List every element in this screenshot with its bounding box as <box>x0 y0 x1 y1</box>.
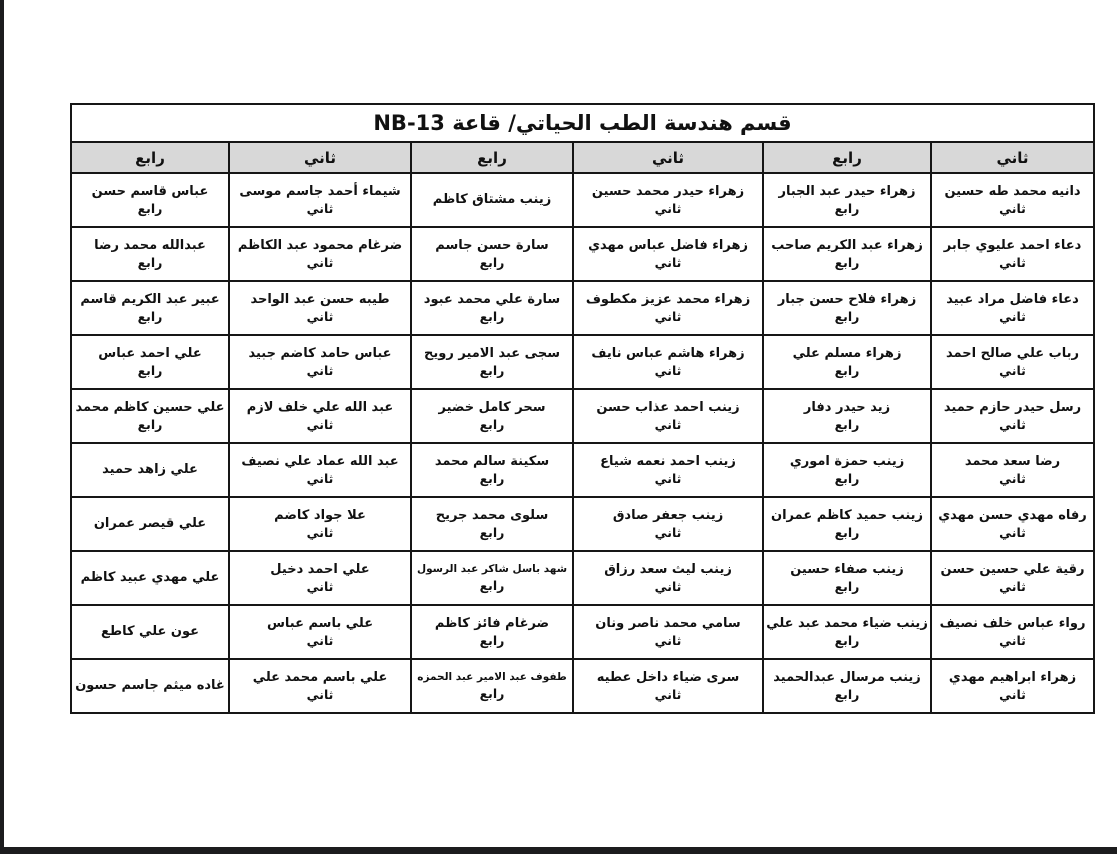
student-cell-content <box>932 238 1093 270</box>
student-name: زينب صفاء حسين <box>790 561 904 577</box>
student-cell-content <box>230 184 410 216</box>
student-cell <box>573 497 763 551</box>
student-cell-content <box>230 616 410 648</box>
table-row <box>71 497 1094 551</box>
student-name: سارة حسن جاسم <box>435 237 549 253</box>
table-body <box>71 173 1094 713</box>
student-name: زهراء حيدر عبد الجبار <box>778 183 916 199</box>
column-header-6: ثاني <box>931 142 1094 173</box>
student-name: رواء عباس خلف نصيف <box>939 615 1086 631</box>
student-cell <box>931 335 1094 389</box>
student-cell <box>411 173 573 227</box>
student-cell <box>411 281 573 335</box>
student-cell <box>411 389 573 443</box>
student-name: علي قيصر عمران <box>93 515 207 531</box>
student-level: ثاني <box>999 363 1026 379</box>
student-cell-content <box>932 346 1093 378</box>
schedule-table <box>70 103 1095 714</box>
student-cell <box>573 335 763 389</box>
student-cell-content <box>574 292 762 324</box>
student-cell-content <box>574 562 762 594</box>
student-level: رابع <box>479 417 505 433</box>
student-name: زهراء فاضل عباس مهدي <box>588 237 748 253</box>
student-name: علي حسين كاظم محمد <box>75 399 225 415</box>
student-level: ثاني <box>999 201 1026 217</box>
student-level: رابع <box>479 525 505 541</box>
student-cell-content <box>230 454 410 486</box>
table-header-row <box>71 142 1094 173</box>
student-name: دعاء احمد عليوي جابر <box>943 237 1082 253</box>
student-name: سارة علي محمد عبود <box>423 291 561 307</box>
student-cell-content <box>764 508 930 540</box>
student-cell <box>931 497 1094 551</box>
student-level: ثاني <box>306 201 334 217</box>
student-cell-content <box>932 292 1093 324</box>
student-cell <box>71 227 229 281</box>
student-cell-content <box>764 562 930 594</box>
student-cell <box>71 281 229 335</box>
student-level: ثاني <box>306 309 334 325</box>
student-cell-content <box>764 400 930 432</box>
student-cell <box>573 443 763 497</box>
student-cell-content <box>230 400 410 432</box>
student-name: علا جواد كاضم <box>274 507 366 523</box>
student-name: ضرغام فائز كاظم <box>434 615 550 631</box>
student-cell <box>573 659 763 713</box>
student-name: زينب حمزة اموري <box>789 453 905 469</box>
student-cell <box>763 605 931 659</box>
student-level: ثاني <box>654 687 682 703</box>
student-cell <box>71 389 229 443</box>
student-cell-content <box>412 616 572 648</box>
student-cell-content <box>574 616 762 648</box>
student-level: ثاني <box>654 309 682 325</box>
student-cell-content <box>412 400 572 432</box>
student-cell <box>71 335 229 389</box>
student-name: سجى عبد الامير رويح <box>424 345 560 361</box>
student-level: رابع <box>479 633 505 649</box>
student-cell-content <box>72 624 228 640</box>
student-level: ثاني <box>654 255 682 271</box>
student-cell-content <box>764 292 930 324</box>
student-level: رابع <box>834 633 860 649</box>
student-cell-content <box>412 454 572 486</box>
student-level: رابع <box>137 255 163 271</box>
student-name: زهراء عبد الكريم صاحب <box>771 237 923 253</box>
student-cell <box>229 281 411 335</box>
student-name: سكينة سالم محمد <box>434 453 550 469</box>
student-name: علي باسم عباس <box>266 615 374 631</box>
student-name: دانيه محمد طه حسين <box>944 183 1081 199</box>
student-cell <box>71 551 229 605</box>
student-name: دعاء فاضل مراد عبيد <box>946 291 1079 307</box>
student-cell-content <box>72 346 228 378</box>
student-cell <box>229 443 411 497</box>
student-level: ثاني <box>306 255 334 271</box>
scan-edge-left <box>0 0 4 854</box>
student-cell-content <box>412 671 572 700</box>
student-name: زهراء حيدر محمد حسين <box>591 183 745 199</box>
student-cell-content <box>764 346 930 378</box>
student-cell <box>573 551 763 605</box>
student-cell-content <box>574 346 762 378</box>
student-cell-content <box>412 346 572 378</box>
student-level: رابع <box>479 309 505 325</box>
column-header-5: رابع <box>763 142 931 173</box>
student-name: عون علي كاطع <box>100 623 200 639</box>
student-name: زهراء هاشم عباس نايف <box>591 345 745 361</box>
student-level: رابع <box>137 201 163 217</box>
student-cell <box>763 335 931 389</box>
student-cell <box>71 659 229 713</box>
student-cell-content <box>72 400 228 432</box>
student-level: رابع <box>834 525 860 541</box>
table-row <box>71 389 1094 443</box>
table-row <box>71 173 1094 227</box>
student-level: ثاني <box>306 471 334 487</box>
student-name: زينب حميد كاظم عمران <box>770 507 924 523</box>
student-cell-content <box>412 192 572 208</box>
student-cell-content <box>412 563 572 592</box>
student-cell-content <box>72 678 228 694</box>
student-level: ثاني <box>654 579 682 595</box>
student-cell-content <box>230 292 410 324</box>
student-level: ثاني <box>999 579 1026 595</box>
student-level: رابع <box>479 685 505 701</box>
student-name: زينب جعفر صادق <box>612 507 724 523</box>
student-cell <box>71 605 229 659</box>
table-row <box>71 659 1094 713</box>
student-cell <box>229 551 411 605</box>
student-cell-content <box>764 616 930 648</box>
student-cell-content <box>412 238 572 270</box>
student-cell <box>229 335 411 389</box>
student-cell-content <box>230 508 410 540</box>
student-name: زينب مرسال عبدالحميد <box>773 669 921 685</box>
student-cell-content <box>932 184 1093 216</box>
student-level: ثاني <box>999 309 1026 325</box>
student-cell-content <box>230 670 410 702</box>
student-level: رابع <box>834 201 860 217</box>
student-cell <box>763 173 931 227</box>
student-name: عباس قاسم حسن <box>91 183 209 199</box>
student-level: ثاني <box>654 417 682 433</box>
column-header-1: رابع <box>71 142 229 173</box>
student-cell <box>573 173 763 227</box>
table-row <box>71 605 1094 659</box>
student-cell <box>229 497 411 551</box>
student-cell <box>763 389 931 443</box>
student-level: ثاني <box>999 687 1026 703</box>
student-name: عبير عبد الكريم قاسم <box>80 291 220 307</box>
student-level: رابع <box>834 471 860 487</box>
student-cell-content <box>412 292 572 324</box>
student-cell <box>573 389 763 443</box>
student-cell <box>931 389 1094 443</box>
student-cell <box>229 227 411 281</box>
student-cell-content <box>574 184 762 216</box>
student-name: عبدالله محمد رضا <box>94 237 206 253</box>
student-level: رابع <box>834 363 860 379</box>
student-cell-content <box>574 400 762 432</box>
table-row <box>71 551 1094 605</box>
student-cell-content <box>230 238 410 270</box>
student-cell <box>763 551 931 605</box>
student-level: ثاني <box>999 255 1026 271</box>
student-level: ثاني <box>654 363 682 379</box>
student-name: زينب احمد عذاب حسن <box>596 399 740 415</box>
student-cell <box>71 173 229 227</box>
student-cell <box>411 551 573 605</box>
student-name: رسل حيدر حازم حميد <box>943 399 1082 415</box>
student-name: زينب احمد نعمه شياع <box>600 453 736 469</box>
student-cell <box>931 227 1094 281</box>
student-cell <box>411 443 573 497</box>
student-cell-content <box>932 616 1093 648</box>
student-cell <box>931 443 1094 497</box>
student-name: زينب ضياء محمد عبد علي <box>766 615 928 631</box>
student-level: رابع <box>834 309 860 325</box>
table-row <box>71 335 1094 389</box>
student-cell-content <box>574 454 762 486</box>
student-cell-content <box>932 508 1093 540</box>
student-level: رابع <box>479 577 505 593</box>
student-cell-content <box>932 454 1093 486</box>
student-cell-content <box>72 570 228 586</box>
student-level: ثاني <box>654 525 682 541</box>
student-name: عباس حامد كاضم جبيد <box>248 345 392 361</box>
student-cell-content <box>230 562 410 594</box>
student-cell <box>229 659 411 713</box>
column-header-2: ثاني <box>229 142 411 173</box>
student-level: ثاني <box>306 579 334 595</box>
student-cell-content <box>574 508 762 540</box>
student-cell <box>411 659 573 713</box>
schedule-table-container <box>70 103 1093 714</box>
student-cell <box>573 227 763 281</box>
student-level: رابع <box>137 309 163 325</box>
student-level: ثاني <box>654 471 682 487</box>
student-cell <box>229 605 411 659</box>
student-cell-content <box>764 184 930 216</box>
student-cell-content <box>764 454 930 486</box>
student-cell-content <box>72 292 228 324</box>
table-row <box>71 281 1094 335</box>
student-cell <box>411 227 573 281</box>
student-name: رضا سعد محمد <box>964 453 1061 469</box>
student-level: رابع <box>479 255 505 271</box>
column-header-4: ثاني <box>573 142 763 173</box>
student-cell-content <box>574 238 762 270</box>
student-level: رابع <box>137 417 163 433</box>
student-name: زيد حيدر دفار <box>803 399 891 415</box>
student-name: علي زاهد حميد <box>102 461 198 477</box>
student-level: رابع <box>834 687 860 703</box>
student-name: سامي محمد ناصر ونان <box>595 615 741 631</box>
student-name: سحر كامل خضير <box>438 399 546 415</box>
student-level: رابع <box>479 363 505 379</box>
student-cell-content <box>72 462 228 478</box>
student-name: زهراء محمد عزيز مكطوف <box>585 291 751 307</box>
scan-edge-bottom <box>0 847 1117 854</box>
student-name: غاده ميثم جاسم حسون <box>75 677 225 693</box>
student-cell-content <box>932 400 1093 432</box>
student-cell <box>411 605 573 659</box>
student-cell <box>763 659 931 713</box>
table-row <box>71 443 1094 497</box>
student-level: رابع <box>834 255 860 271</box>
student-cell <box>573 281 763 335</box>
student-cell-content <box>574 670 762 702</box>
student-cell-content <box>932 670 1093 702</box>
student-level: ثاني <box>654 201 682 217</box>
student-name: رفاه مهدي حسن مهدي <box>938 507 1087 523</box>
student-level: ثاني <box>306 417 334 433</box>
student-cell-content <box>230 346 410 378</box>
student-name: عبد الله عماد علي نصيف <box>241 453 399 469</box>
student-cell <box>931 551 1094 605</box>
student-cell <box>763 443 931 497</box>
student-name: علي احمد عباس <box>98 345 202 361</box>
student-level: رابع <box>834 417 860 433</box>
student-level: رابع <box>137 363 163 379</box>
student-cell <box>931 281 1094 335</box>
student-level: ثاني <box>999 633 1026 649</box>
student-cell <box>931 173 1094 227</box>
student-cell <box>229 173 411 227</box>
student-name: شيماء أحمد جاسم موسى <box>239 183 401 199</box>
student-name: رباب علي صالح احمد <box>946 345 1079 361</box>
student-cell <box>411 497 573 551</box>
student-cell <box>931 605 1094 659</box>
student-cell-content <box>764 670 930 702</box>
student-level: ثاني <box>306 633 334 649</box>
student-cell-content <box>72 238 228 270</box>
student-level: رابع <box>834 579 860 595</box>
student-name: عبد الله علي خلف لازم <box>246 399 394 415</box>
table-title-row <box>71 104 1094 142</box>
student-name: علي احمد دخيل <box>270 561 370 577</box>
student-cell <box>71 497 229 551</box>
student-cell-content <box>412 508 572 540</box>
student-cell <box>411 335 573 389</box>
student-name: سلوى محمد جريح <box>435 507 549 523</box>
student-cell-content <box>932 562 1093 594</box>
student-name: زينب مشتاق كاظم <box>432 191 552 207</box>
student-name: طيبه حسن عبد الواحد <box>250 291 390 307</box>
student-cell-content <box>764 238 930 270</box>
table-row <box>71 227 1094 281</box>
student-cell <box>573 605 763 659</box>
student-name: زهراء مسلم علي <box>792 345 902 361</box>
student-cell <box>71 443 229 497</box>
student-level: ثاني <box>999 471 1026 487</box>
student-level: ثاني <box>306 363 334 379</box>
student-name: شهد باسل شاكر عبد الرسول <box>416 563 568 576</box>
student-name: علي مهدي عبيد كاظم <box>80 569 220 585</box>
student-level: ثاني <box>999 525 1026 541</box>
student-cell-content <box>72 184 228 216</box>
student-cell <box>763 497 931 551</box>
student-name: زينب ليث سعد رزاق <box>604 561 732 577</box>
column-header-3: رابع <box>411 142 573 173</box>
student-name: زهراء فلاح حسن جبار <box>777 291 917 307</box>
student-level: ثاني <box>306 525 334 541</box>
student-level: ثاني <box>654 633 682 649</box>
student-name: علي باسم محمد علي <box>252 669 388 685</box>
student-name: زهراء ابراهيم مهدي <box>948 669 1077 685</box>
student-name: سرى ضياء داخل عطيه <box>596 669 740 685</box>
student-name: ضرغام محمود عبد الكاظم <box>237 237 403 253</box>
student-cell <box>931 659 1094 713</box>
student-cell <box>229 389 411 443</box>
student-level: ثاني <box>306 687 334 703</box>
student-name: طفوف عبد الامير عبد الحمزه <box>417 671 567 684</box>
student-cell <box>763 227 931 281</box>
student-name: رقية علي حسين حسن <box>940 561 1085 577</box>
student-cell-content <box>72 516 228 532</box>
student-level: ثاني <box>999 417 1026 433</box>
student-cell <box>763 281 931 335</box>
student-level: رابع <box>479 471 505 487</box>
page-title: قسم هندسة الطب الحياتي/ قاعة NB-13 <box>71 104 1094 142</box>
